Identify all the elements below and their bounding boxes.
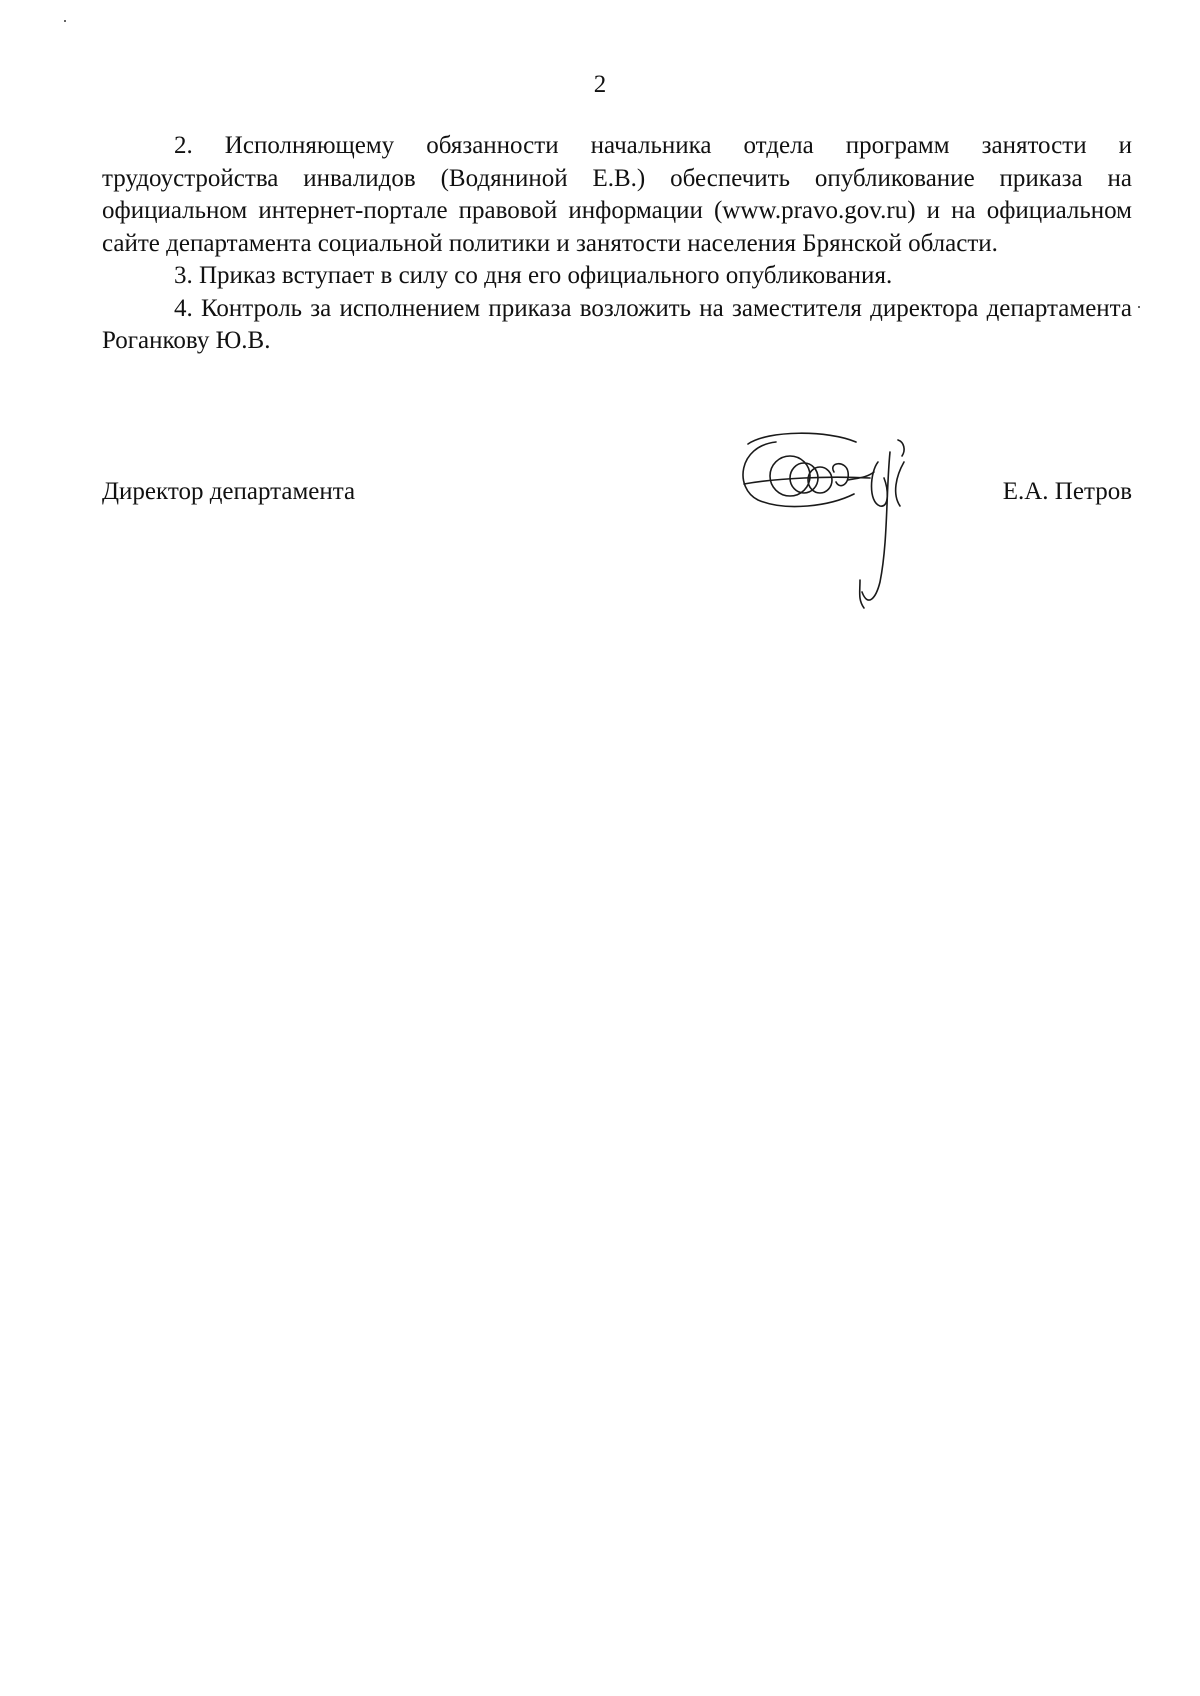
signatory-name: Е.А. Петров [1002,478,1132,505]
paragraph-3: 3. Приказ вступает в силу со дня его официального опубликования. [174,262,893,289]
paragraph-2: 2. Исполняющему обязанности начальника отдела программ занятости и трудоустройства инвалидов (Водяниной Е.В.) обеспечить опубликование приказа на официальном интернет-портале правовой информации (www.pravo.gov.ru) и на официальном сайте департамента социальной политики и занятости населения Брянской области. [102,132,1132,257]
scan-speck [1138,306,1140,308]
scan-speck [64,20,66,22]
document-body [102,130,1132,358]
handwritten-signature [738,432,958,612]
signatory-position: Директор департамента [102,478,356,505]
page-number: 2 [593,71,607,98]
paragraph-4: 4. Контроль за исполнением приказа возложить на заместителя директора департамента Роганкову Ю.В. [102,294,1132,354]
